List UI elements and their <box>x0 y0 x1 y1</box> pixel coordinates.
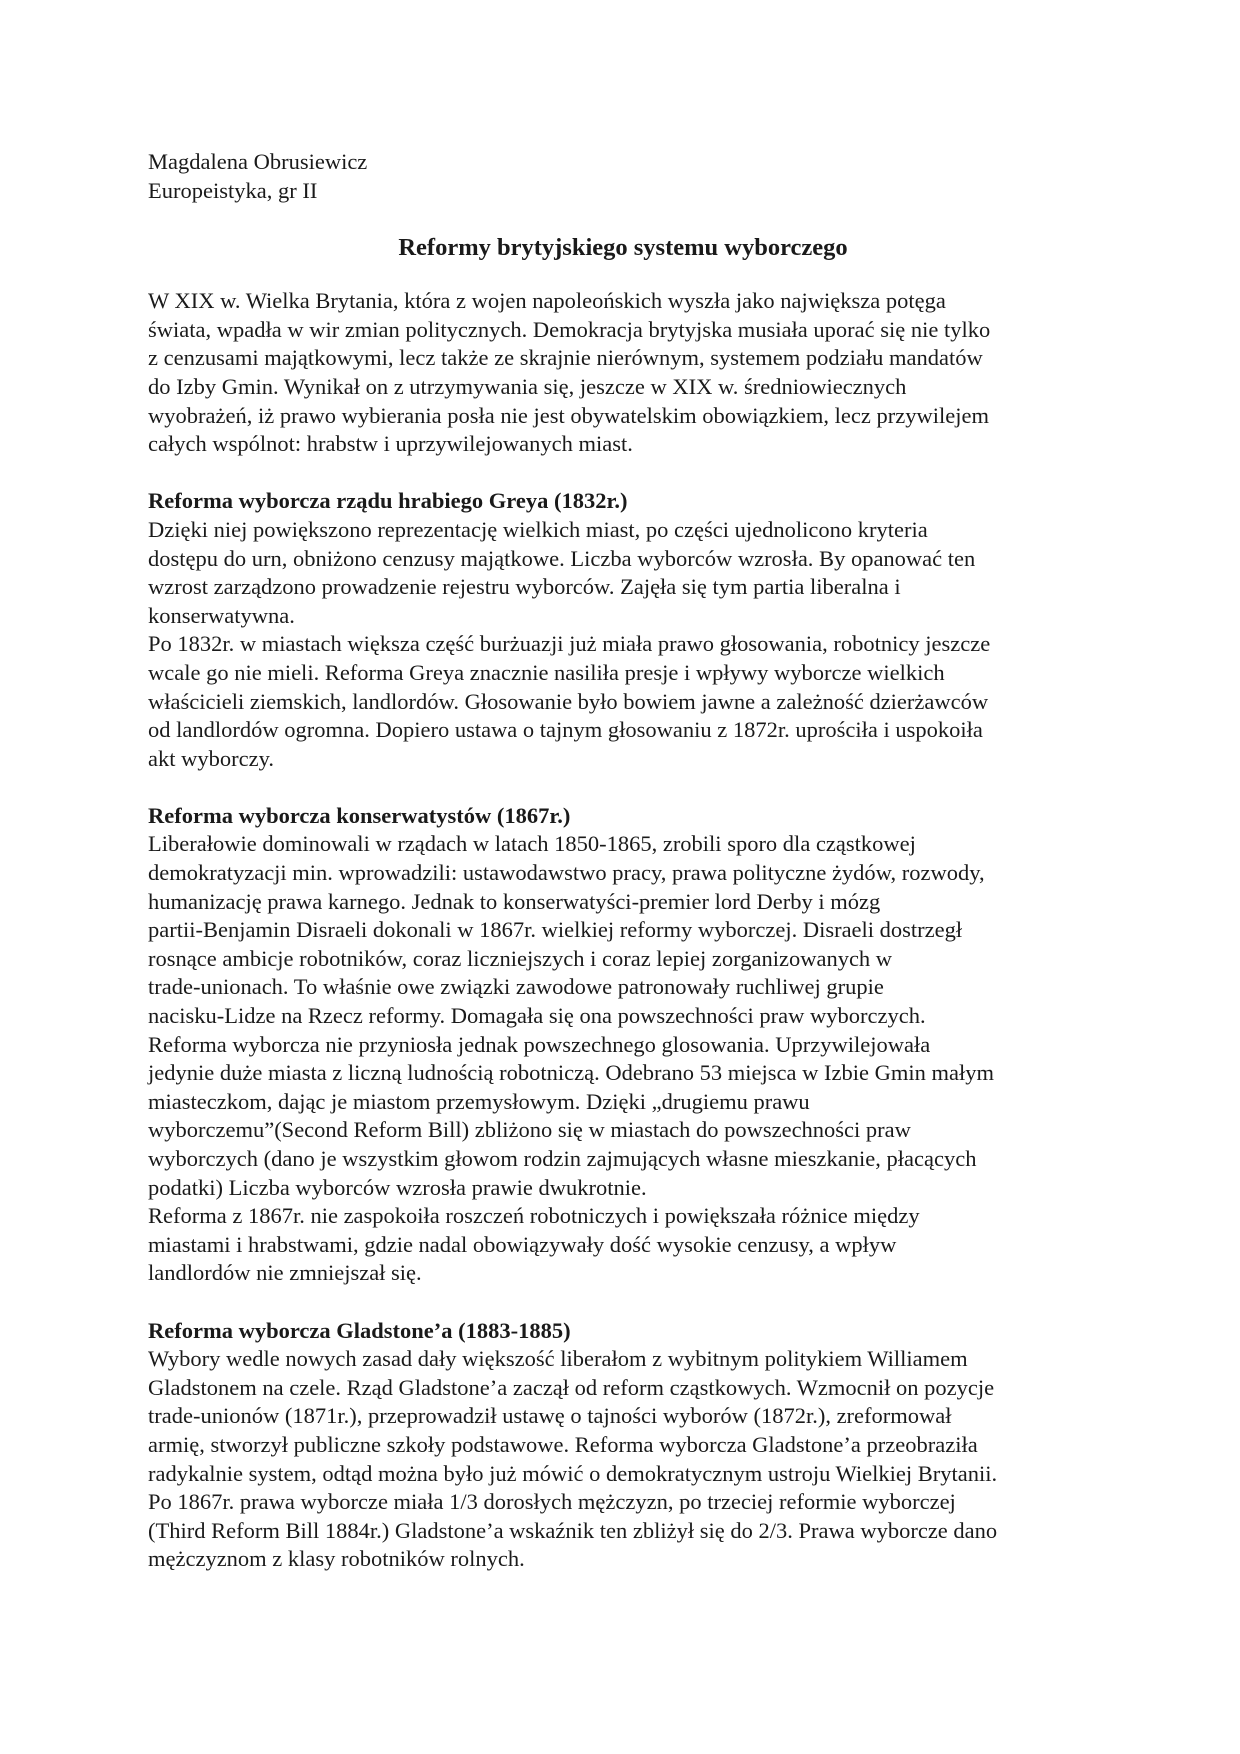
text-line: Po 1867r. prawa wyborcze miała 1/3 dorosłych mężczyzn, po trzeciej reformie wyborczej <box>148 1489 956 1515</box>
text-line: (Third Reform Bill 1884r.) Gladstone’a wskaźnik ten zbliżył się do 2/3. Prawa wyborcze dano <box>148 1517 998 1543</box>
text-line: rosnące ambicje robotników, coraz liczniejszych i coraz lepiej zorganizowanych w <box>148 945 893 971</box>
text-line: konserwatywna. <box>148 602 295 628</box>
text-line: świata, wpadła w wir zmian politycznych. Demokracja brytyjska musiała uporać się nie tylko <box>148 316 991 342</box>
section-text <box>148 830 1098 1288</box>
text-line: Wybory wedle nowych zasad dały większość liberałom z wybitnym politykiem Williamem <box>148 1346 968 1372</box>
text-line: Gladstonem na czele. Rząd Gladstone’a zaczął od reform cząstkowych. Wzmocnił on pozycje <box>148 1374 995 1400</box>
text-line: od landlordów ogromna. Dopiero ustawa o tajnym głosowaniu z 1872r. uprościła i uspokoiła <box>148 717 983 743</box>
text-line: armię, stworzył publiczne szkoły podstawowe. Reforma wyborcza Gladstone’a przeobraziła <box>148 1431 978 1457</box>
document-body <box>148 148 1098 1574</box>
text-line: Po 1832r. w miastach większa część burżuazji już miała prawo głosowania, robotnicy jeszcze <box>148 631 991 657</box>
text-line: podatki) Liczba wyborców wzrosła prawie dwukrotnie. <box>148 1174 647 1200</box>
text-line: humanizację prawa karnego. Jednak to konserwatyści-premier lord Derby i mózg <box>148 888 881 914</box>
section-conservative-reform <box>148 802 1098 1288</box>
text-line: Reforma z 1867r. nie zaspokoiła roszczeń robotniczych i powiększała różnice między <box>148 1203 920 1229</box>
text-line: W XIX w. Wielka Brytania, która z wojen napoleońskich wyszła jako największa potęga <box>148 288 946 314</box>
text-line: jedynie duże miasta z liczną ludnością robotniczą. Odebrano 53 miejsca w Izbie Gmin małym <box>148 1060 994 1086</box>
section-gladstone-reform <box>148 1317 1098 1574</box>
text-line: z cenzusami majątkowymi, lecz także ze skrajnie nierównym, systemem podziału mandatów <box>148 345 983 371</box>
text-line: radykalnie system, odtąd można było już mówić o demokratycznym ustroju Wielkiej Brytanii. <box>148 1460 998 1486</box>
text-line: Liberałowie dominowali w rządach w latach 1850-1865, zrobili sporo dla cząstkowej <box>148 831 916 857</box>
section-text <box>148 1345 1098 1574</box>
document-title: Reformy brytyjskiego systemu wyborczego <box>398 234 848 262</box>
text-line: nacisku-Lidze na Rzecz reformy. Domagała się ona powszechności praw wyborczych. <box>148 1003 926 1029</box>
author-name: Magdalena Obrusiewicz <box>148 149 368 174</box>
text-line: akt wyborczy. <box>148 745 274 771</box>
text-line: demokratyzacji min. wprowadzili: ustawodawstwo pracy, prawa polityczne żydów, rozwody, <box>148 860 985 886</box>
text-line: wyborczemu”(Second Reform Bill) zbliżono się w miastach do powszechności praw <box>148 1117 911 1143</box>
text-line: całych wspólnot: hrabstw i uprzywilejowanych miast. <box>148 431 633 457</box>
text-line: Dzięki niej powiększono reprezentację wielkich miast, po części ujednolicono kryteria <box>148 516 928 542</box>
text-line: trade-unionów (1871r.), przeprowadził ustawę o tajności wyborów (1872r.), zreformował <box>148 1403 952 1429</box>
text-line: wyborczych (dano je wszystkim głowom rodzin zajmujących własne mieszkanie, płacących <box>148 1146 977 1171</box>
text-line: wzrost zarządzono prowadzenie rejestru wyborców. Zajęła się tym partia liberalna i <box>148 574 901 600</box>
text-line: właścicieli ziemskich, landlordów. Głosowanie było bowiem jawne a zależność dzierżawców <box>148 688 989 714</box>
text-line: wcale go nie mieli. Reforma Greya znacznie nasiliła presje i wpływy wyborcze wielkich <box>148 659 945 685</box>
section-text <box>148 516 1098 773</box>
text-line: dostępu do urn, obniżono cenzusy majątkowe. Liczba wyborców wzrosła. By opanować ten <box>148 545 976 571</box>
section-heading: Reforma wyborcza rządu hrabiego Greya (1832r.) <box>148 488 628 514</box>
intro-paragraph <box>148 287 1098 459</box>
text-line: mężczyznom z klasy robotników rolnych. <box>148 1546 525 1572</box>
author-block <box>148 148 1098 205</box>
course-info: Europeistyka, gr II <box>148 177 318 203</box>
section-heading: Reforma wyborcza Gladstone’a (1883-1885) <box>148 1317 571 1343</box>
text-line: trade-unionach. To właśnie owe związki zawodowe patronowały ruchliwej grupie <box>148 974 884 1000</box>
text-line: miasteczkom, dając je miastom przemysłowym. Dzięki „drugiemu prawu <box>148 1088 810 1114</box>
text-line: do Izby Gmin. Wynikał on z utrzymywania się, jeszcze w XIX w. średniowiecznych <box>148 373 907 399</box>
text-line: wyobrażeń, iż prawo wybierania posła nie jest obywatelskim obowiązkiem, lecz przywilejem <box>148 402 989 428</box>
section-grey-reform <box>148 487 1098 773</box>
text-line: Reforma wyborcza nie przyniosła jednak powszechnego glosowania. Uprzywilejowała <box>148 1031 931 1057</box>
text-line: miastami i hrabstwami, gdzie nadal obowiązywały dość wysokie cenzusy, a wpływ <box>148 1231 897 1257</box>
text-line: partii-Benjamin Disraeli dokonali w 1867r. wielkiej reformy wyborczej. Disraeli dostrzegł <box>148 917 963 943</box>
text-line: landlordów nie zmniejszał się. <box>148 1260 422 1286</box>
section-heading: Reforma wyborcza konserwatystów (1867r.) <box>148 802 571 828</box>
